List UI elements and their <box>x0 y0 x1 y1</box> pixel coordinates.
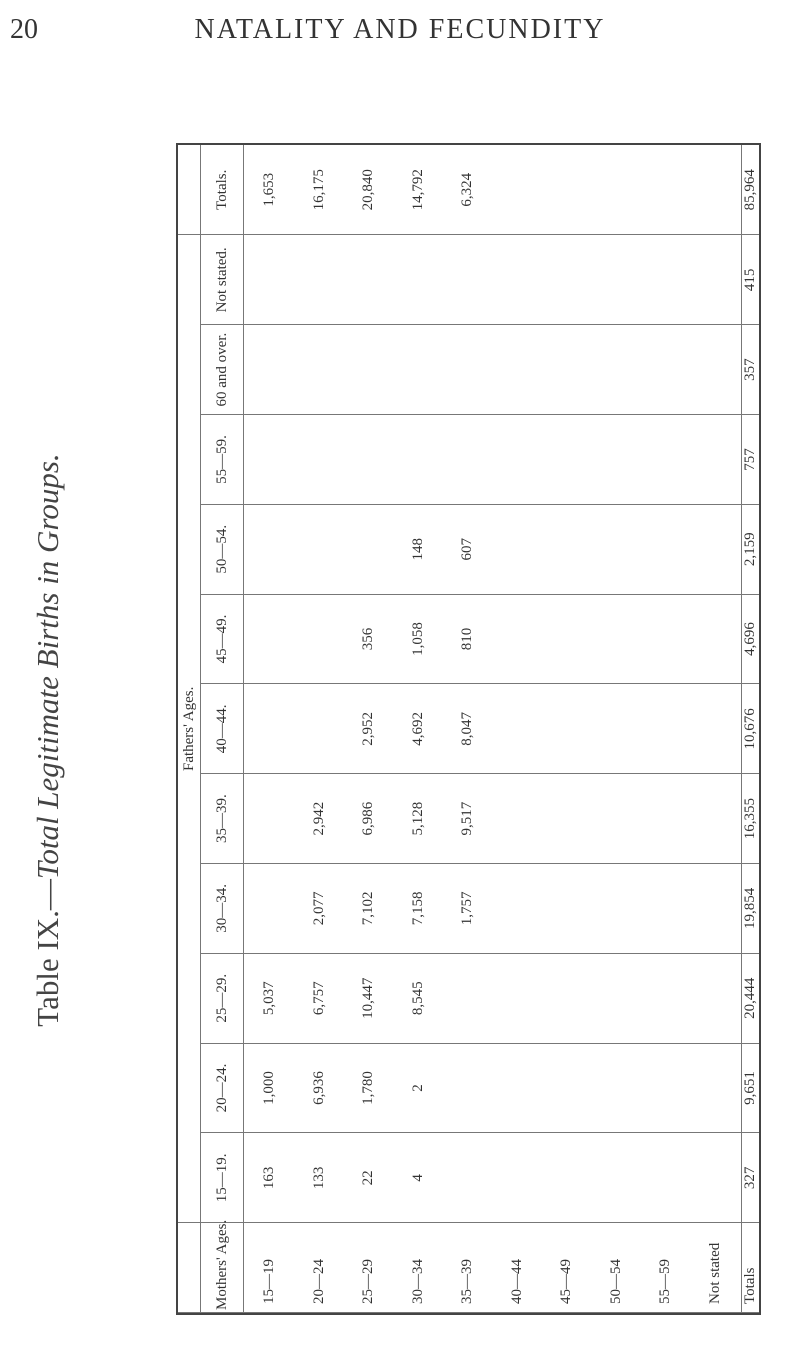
table-row <box>294 145 344 1313</box>
table-cell <box>591 684 641 774</box>
table-cell <box>591 953 641 1043</box>
table-row <box>393 145 443 1313</box>
table-cell <box>690 504 741 594</box>
table-row <box>591 145 641 1313</box>
column-header: 25—29. <box>201 953 244 1043</box>
table-cell <box>690 774 741 864</box>
column-header: 35—39. <box>201 774 244 864</box>
table-cell: 356 <box>344 594 394 684</box>
table-cell <box>641 684 691 774</box>
table-cell <box>641 594 691 684</box>
table-cell: 4,692 <box>393 684 443 774</box>
table-cell <box>591 325 641 415</box>
table-cell <box>244 774 295 864</box>
table-cell: 607 <box>443 504 493 594</box>
fathers-ages-row <box>178 145 201 1313</box>
table-row <box>492 145 542 1313</box>
column-header: 55—59. <box>201 415 244 505</box>
mother-age-label: 45—49 <box>542 1223 592 1313</box>
mother-age-label: 55—59 <box>641 1223 691 1313</box>
column-header: 60 and over. <box>201 325 244 415</box>
table-cell <box>542 235 592 325</box>
table-cell: 6,936 <box>294 1043 344 1133</box>
table-cell: 2,952 <box>344 684 394 774</box>
table-cell <box>542 415 592 505</box>
table-cell <box>492 1133 542 1223</box>
table-cell: 22 <box>344 1133 394 1223</box>
table-cell: 8,047 <box>443 684 493 774</box>
table-cell <box>641 235 691 325</box>
table-cell: 133 <box>294 1133 344 1223</box>
table-cell: 8,545 <box>393 953 443 1043</box>
table-cell <box>690 864 741 954</box>
table-cell: 10,447 <box>344 953 394 1043</box>
table-cell <box>344 325 394 415</box>
table-row <box>443 145 493 1313</box>
row-total <box>591 145 641 235</box>
table-cell <box>344 235 394 325</box>
table-cell <box>492 774 542 864</box>
totals-cell: 4,696 <box>742 594 760 684</box>
mother-age-label: 50—54 <box>591 1223 641 1313</box>
table-cell <box>641 1133 691 1223</box>
table-cell: 1,780 <box>344 1043 394 1133</box>
column-header: 40—44. <box>201 684 244 774</box>
table-cell <box>542 504 592 594</box>
table-cell <box>641 325 691 415</box>
table-cell <box>244 235 295 325</box>
table-cell <box>690 325 741 415</box>
table-cell <box>244 864 295 954</box>
table-cell: 2,077 <box>294 864 344 954</box>
table-cell <box>443 235 493 325</box>
table-cell <box>294 594 344 684</box>
table-cell <box>443 1133 493 1223</box>
table-cell: 6,986 <box>344 774 394 864</box>
table-cell <box>542 864 592 954</box>
fathers-ages-heading: Fathers' Ages. <box>178 235 201 1223</box>
table-cell <box>393 325 443 415</box>
running-head <box>0 0 800 60</box>
table-cell: 2,942 <box>294 774 344 864</box>
corner-cell <box>178 1223 201 1313</box>
table-cell: 7,102 <box>344 864 394 954</box>
totals-cell: 19,854 <box>742 864 760 954</box>
totals-cell: 757 <box>742 415 760 505</box>
totals-cell: 20,444 <box>742 953 760 1043</box>
table-cell <box>492 864 542 954</box>
table-cell: 6,757 <box>294 953 344 1043</box>
caption-prefix: Table IX.— <box>30 879 65 1027</box>
mothers-ages-heading: Mothers' Ages. <box>201 1223 244 1313</box>
mother-age-label: 40—44 <box>492 1223 542 1313</box>
table-cell <box>591 1133 641 1223</box>
table-cell <box>294 684 344 774</box>
table-cell <box>690 1043 741 1133</box>
table-cell <box>344 415 394 505</box>
table-cell <box>591 864 641 954</box>
table-row <box>344 145 394 1313</box>
table-cell <box>542 774 592 864</box>
running-title: NATALITY AND FECUNDITY <box>194 14 606 45</box>
table-cell <box>690 415 741 505</box>
column-header: 30—34. <box>201 864 244 954</box>
table-cell <box>244 504 295 594</box>
table-cell <box>591 774 641 864</box>
mother-age-label: 20—24 <box>294 1223 344 1313</box>
table-cell: 1,000 <box>244 1043 295 1133</box>
table-cell <box>690 594 741 684</box>
table-cell <box>492 325 542 415</box>
page-number: 20 <box>10 14 38 45</box>
totals-corner <box>178 145 201 235</box>
row-total <box>492 145 542 235</box>
table-row <box>641 145 691 1313</box>
table-cell: 163 <box>244 1133 295 1223</box>
table-cell <box>591 594 641 684</box>
totals-cell: 327 <box>742 1133 760 1223</box>
totals-cell: 9,651 <box>742 1043 760 1133</box>
column-header: 15—19. <box>201 1133 244 1223</box>
table-cell <box>294 415 344 505</box>
table-cell <box>492 415 542 505</box>
column-header: Not stated. <box>201 235 244 325</box>
column-header: 50—54. <box>201 504 244 594</box>
table-cell <box>294 235 344 325</box>
table-cell: 1,058 <box>393 594 443 684</box>
mother-age-label: 35—39 <box>443 1223 493 1313</box>
row-total: 14,792 <box>393 145 443 235</box>
row-total <box>542 145 592 235</box>
table-cell <box>591 504 641 594</box>
mother-age-label: Not stated <box>690 1223 741 1313</box>
table-cell <box>443 325 493 415</box>
totals-cell: 357 <box>742 325 760 415</box>
table-cell <box>492 504 542 594</box>
totals-cell: 415 <box>742 235 760 325</box>
table-cell <box>244 415 295 505</box>
table-cell <box>244 325 295 415</box>
mother-age-label: 15—19 <box>244 1223 295 1313</box>
table-cell: 810 <box>443 594 493 684</box>
table-row <box>542 145 592 1313</box>
totals-cell: 16,355 <box>742 774 760 864</box>
births-table <box>178 145 759 1313</box>
row-total: 16,175 <box>294 145 344 235</box>
table-cell <box>492 594 542 684</box>
table-cell <box>591 415 641 505</box>
totals-cell: 10,676 <box>742 684 760 774</box>
row-total: 20,840 <box>344 145 394 235</box>
table-cell <box>492 1043 542 1133</box>
table-cell <box>542 1043 592 1133</box>
column-header: 20—24. <box>201 1043 244 1133</box>
table-cell <box>294 325 344 415</box>
table-cell: 148 <box>393 504 443 594</box>
table-cell <box>641 1043 691 1133</box>
table-cell <box>393 415 443 505</box>
grand-total: 85,964 <box>742 145 760 235</box>
mother-age-label: 25—29 <box>344 1223 394 1313</box>
table-cell <box>690 1133 741 1223</box>
table-cell <box>492 953 542 1043</box>
table-cell: 5,128 <box>393 774 443 864</box>
table-cell: 7,158 <box>393 864 443 954</box>
row-total <box>641 145 691 235</box>
totals-heading: Totals. <box>201 145 244 235</box>
table-cell <box>344 504 394 594</box>
table-cell <box>641 504 691 594</box>
table-cell: 1,757 <box>443 864 493 954</box>
table-body <box>244 145 742 1313</box>
table-cell <box>542 684 592 774</box>
mother-age-label: 30—34 <box>393 1223 443 1313</box>
table-cell <box>542 325 592 415</box>
table-cell <box>690 684 741 774</box>
table-cell <box>244 594 295 684</box>
table-cell <box>443 953 493 1043</box>
table-cell <box>443 1043 493 1133</box>
table-cell <box>393 235 443 325</box>
table-cell: 9,517 <box>443 774 493 864</box>
table-cell <box>492 684 542 774</box>
table-cell <box>591 1043 641 1133</box>
births-table-frame <box>176 143 761 1315</box>
table-row <box>690 145 741 1313</box>
table-cell <box>690 235 741 325</box>
row-total: 6,324 <box>443 145 493 235</box>
table-cell <box>244 684 295 774</box>
caption-title: Total Legitimate Births in Groups. <box>30 453 65 880</box>
table-cell: 4 <box>393 1133 443 1223</box>
row-total <box>690 145 741 235</box>
table-cell <box>690 953 741 1043</box>
column-header-row <box>201 145 244 1313</box>
table-cell <box>492 235 542 325</box>
table-cell <box>294 504 344 594</box>
table-cell: 2 <box>393 1043 443 1133</box>
totals-row-label: Totals <box>742 1223 760 1313</box>
table-cell <box>641 415 691 505</box>
table-caption <box>30 150 70 1330</box>
table-cell <box>641 953 691 1043</box>
table-row <box>244 145 295 1313</box>
table-cell <box>443 415 493 505</box>
table-cell <box>591 235 641 325</box>
totals-cell: 2,159 <box>742 504 760 594</box>
row-total: 1,653 <box>244 145 295 235</box>
table-cell <box>641 774 691 864</box>
table-cell: 5,037 <box>244 953 295 1043</box>
table-cell <box>542 1133 592 1223</box>
totals-row <box>742 145 760 1313</box>
table-cell <box>641 864 691 954</box>
table-cell <box>542 953 592 1043</box>
table-cell <box>542 594 592 684</box>
column-header: 45—49. <box>201 594 244 684</box>
